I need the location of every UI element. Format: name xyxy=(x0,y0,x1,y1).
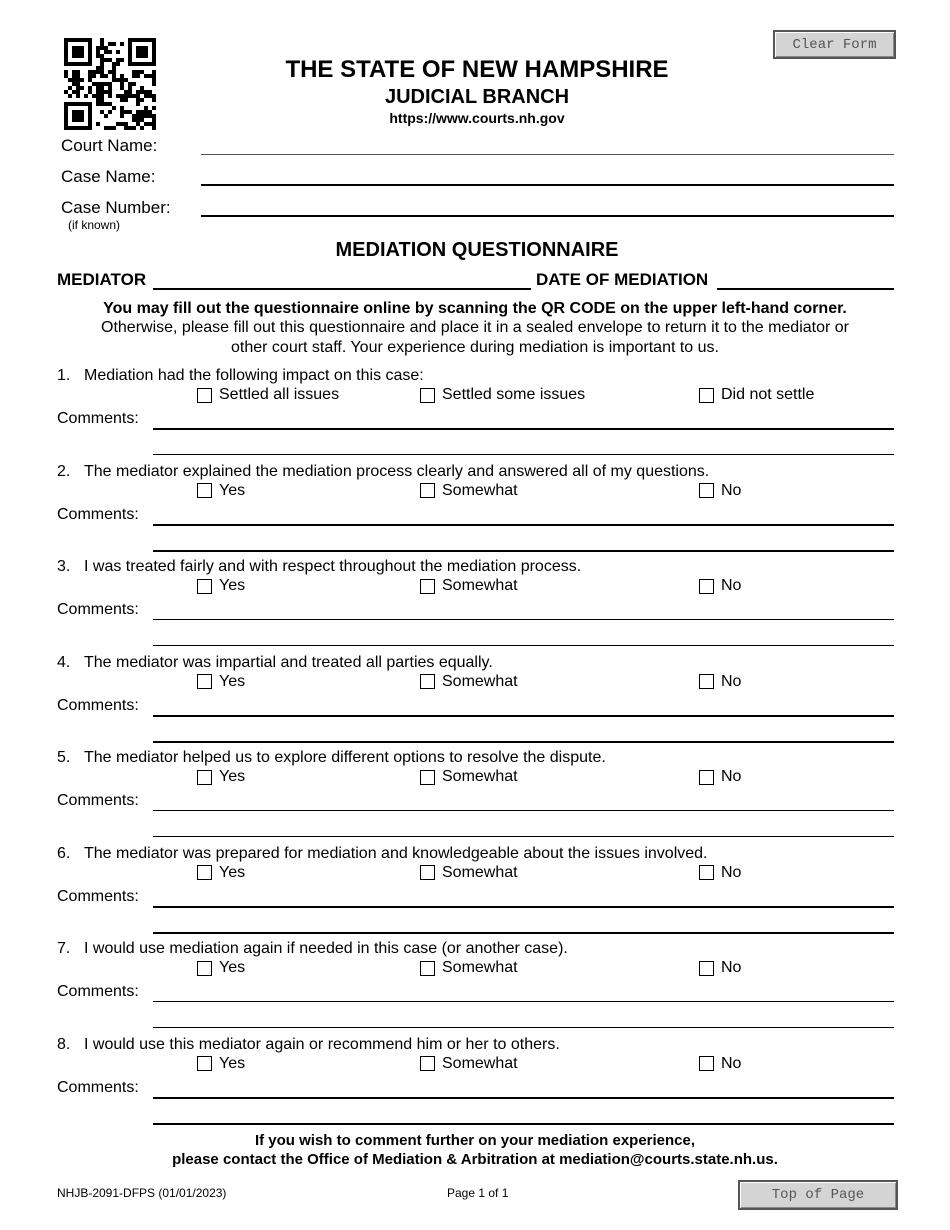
checkbox[interactable] xyxy=(699,1056,714,1071)
question-option[interactable] xyxy=(420,482,518,500)
option-label: Yes xyxy=(219,863,246,881)
option-label: Yes xyxy=(219,577,246,594)
question-label: The mediator was impartial and treated all parties equally. xyxy=(84,653,493,671)
intro-line-2: Otherwise, please fill out this questionnaire and place it in a sealed envelope to return it to the mediator or xyxy=(101,319,849,336)
question-option[interactable] xyxy=(197,1055,245,1073)
question-number: 6. xyxy=(57,844,71,862)
question-option[interactable] xyxy=(420,577,518,595)
checkbox[interactable] xyxy=(197,770,212,785)
comments-label: Comments: xyxy=(57,887,139,905)
question-option[interactable] xyxy=(699,673,741,691)
question-number: 1. xyxy=(57,367,71,384)
question-option[interactable] xyxy=(699,482,741,500)
question-number: 8. xyxy=(57,1035,71,1053)
option-label: No xyxy=(721,481,742,499)
checkbox[interactable] xyxy=(699,483,714,498)
checkbox[interactable] xyxy=(197,961,212,976)
comments-field-line-2[interactable] xyxy=(153,1123,894,1125)
checkbox[interactable] xyxy=(197,579,212,594)
checkbox[interactable] xyxy=(699,961,714,976)
question-text xyxy=(57,845,708,863)
question-label: The mediator explained the mediation process clearly and answered all of my questions. xyxy=(84,462,710,480)
option-label: Somewhat xyxy=(442,672,518,690)
mediator-label: MEDIATOR xyxy=(57,270,147,289)
question-text xyxy=(57,558,581,576)
question-option[interactable] xyxy=(420,386,585,404)
question-option[interactable] xyxy=(420,959,518,977)
comments-field[interactable] xyxy=(153,810,894,811)
checkbox[interactable] xyxy=(197,1056,212,1071)
question-label: The mediator helped us to explore different options to resolve the dispute. xyxy=(84,749,606,766)
option-label: No xyxy=(721,863,742,881)
option-label: No xyxy=(721,577,742,594)
question-option[interactable] xyxy=(699,386,814,404)
option-label: Yes xyxy=(219,959,246,976)
question-label: I would use mediation again if needed in this case (or another case). xyxy=(84,940,568,957)
qr-code-icon xyxy=(64,38,156,130)
option-label: Settled all issues xyxy=(219,386,340,403)
checkbox[interactable] xyxy=(420,674,435,689)
court-name-field[interactable] xyxy=(201,154,894,155)
checkbox[interactable] xyxy=(197,483,212,498)
option-label: Did not settle xyxy=(721,386,815,403)
option-label: Settled some issues xyxy=(442,386,586,403)
question-option[interactable] xyxy=(420,1055,518,1073)
date-of-mediation-label: DATE OF MEDIATION xyxy=(536,270,709,289)
comments-field[interactable] xyxy=(153,715,894,717)
question-option[interactable] xyxy=(197,959,245,977)
question-text xyxy=(57,654,493,672)
intro-line-3: other court staff. Your experience during mediation is important to us. xyxy=(231,339,719,356)
comments-label: Comments: xyxy=(57,1078,139,1096)
question-text xyxy=(57,749,606,767)
checkbox[interactable] xyxy=(197,388,212,403)
branch-heading: JUDICIAL BRANCH xyxy=(384,86,570,108)
checkbox[interactable] xyxy=(420,388,435,403)
option-label: Somewhat xyxy=(442,1054,518,1072)
question-number: 4. xyxy=(57,653,71,671)
option-label: No xyxy=(721,1054,742,1072)
comments-field[interactable] xyxy=(153,906,894,908)
court-url: https://www.courts.nh.gov xyxy=(389,110,565,126)
checkbox[interactable] xyxy=(197,674,212,689)
comments-field-line-2[interactable] xyxy=(153,645,894,646)
comments-label: Comments: xyxy=(57,792,139,809)
option-label: Yes xyxy=(219,1054,246,1072)
comments-label: Comments: xyxy=(57,983,139,1000)
footer-contact-line-1: If you wish to comment further on your mediation experience, xyxy=(254,1132,696,1149)
case-name-field[interactable] xyxy=(201,184,894,186)
question-number: 3. xyxy=(57,558,71,575)
question-option[interactable] xyxy=(699,1055,741,1073)
court-name-label: Court Name: xyxy=(61,136,158,155)
comments-field-line-2[interactable] xyxy=(153,1027,894,1028)
question-text xyxy=(57,367,424,385)
clear-form-button[interactable]: Clear Form xyxy=(773,30,896,59)
state-heading: THE STATE OF NEW HAMPSHIRE xyxy=(285,56,669,83)
question-label: I was treated fairly and with respect throughout the mediation process. xyxy=(84,558,582,575)
mediator-field[interactable] xyxy=(153,288,531,290)
option-label: No xyxy=(721,672,742,690)
question-option[interactable] xyxy=(197,673,245,691)
question-option[interactable] xyxy=(197,768,245,786)
option-label: Yes xyxy=(219,768,246,785)
question-label: Mediation had the following impact on this case: xyxy=(84,367,424,384)
comments-field[interactable] xyxy=(153,1097,894,1099)
comments-field-line-2[interactable] xyxy=(153,836,894,837)
question-option[interactable] xyxy=(420,864,518,882)
option-label: Somewhat xyxy=(442,959,518,976)
option-label: No xyxy=(721,768,742,785)
comments-field[interactable] xyxy=(153,428,894,430)
question-text xyxy=(57,940,568,958)
comments-field[interactable] xyxy=(153,619,894,620)
comments-label: Comments: xyxy=(57,696,139,714)
page-number: Page 1 of 1 xyxy=(447,1186,509,1200)
question-option[interactable] xyxy=(699,577,741,595)
comments-field-line-2[interactable] xyxy=(153,741,894,743)
case-name-label: Case Name: xyxy=(61,167,156,186)
checkbox[interactable] xyxy=(420,865,435,880)
checkbox[interactable] xyxy=(420,961,435,976)
case-number-field[interactable] xyxy=(201,215,894,217)
comments-field-line-2[interactable] xyxy=(153,550,894,552)
checkbox[interactable] xyxy=(420,579,435,594)
comments-label: Comments: xyxy=(57,505,139,523)
question-number: 5. xyxy=(57,749,71,766)
date-of-mediation-field[interactable] xyxy=(717,288,894,290)
comments-field[interactable] xyxy=(153,524,894,526)
option-label: Somewhat xyxy=(442,577,518,594)
question-option[interactable] xyxy=(197,482,245,500)
checkbox[interactable] xyxy=(699,865,714,880)
checkbox[interactable] xyxy=(699,579,714,594)
form-id: NHJB-2091-DFPS (01/01/2023) xyxy=(57,1186,227,1200)
comments-field[interactable] xyxy=(153,1001,894,1002)
option-label: Somewhat xyxy=(442,863,518,881)
intro-bold: You may fill out the questionnaire online by scanning the QR CODE on the upper left-hand corner. xyxy=(103,300,847,317)
checkbox[interactable] xyxy=(420,1056,435,1071)
question-option[interactable] xyxy=(197,577,245,595)
case-number-label: Case Number: xyxy=(61,198,171,217)
question-option[interactable] xyxy=(420,768,518,786)
comments-label: Comments: xyxy=(57,410,139,427)
question-label: I would use this mediator again or recommend him or her to others. xyxy=(84,1035,560,1053)
checkbox[interactable] xyxy=(699,388,714,403)
checkbox[interactable] xyxy=(197,865,212,880)
question-option[interactable] xyxy=(420,673,518,691)
checkbox[interactable] xyxy=(699,770,714,785)
comments-label: Comments: xyxy=(57,601,139,618)
question-text xyxy=(57,1036,560,1054)
question-label: The mediator was prepared for mediation and knowledgeable about the issues involved. xyxy=(84,844,708,862)
checkbox[interactable] xyxy=(420,770,435,785)
option-label: Somewhat xyxy=(442,481,518,499)
question-text xyxy=(57,463,709,481)
comments-field-line-2[interactable] xyxy=(153,932,894,934)
option-label: Somewhat xyxy=(442,768,518,785)
question-option[interactable] xyxy=(699,959,741,977)
footer-contact-line-2: please contact the Office of Mediation & Arbitration at mediation@courts.state.nh.us. xyxy=(172,1151,778,1168)
question-option[interactable] xyxy=(197,386,339,404)
question-option[interactable] xyxy=(197,864,245,882)
option-label: No xyxy=(721,959,742,976)
question-option[interactable] xyxy=(699,864,741,882)
question-number: 2. xyxy=(57,462,71,480)
top-of-page-button[interactable]: Top of Page xyxy=(738,1180,898,1210)
option-label: Yes xyxy=(219,672,246,690)
option-label: Yes xyxy=(219,481,246,499)
form-title: MEDIATION QUESTIONNAIRE xyxy=(335,239,619,261)
question-number: 7. xyxy=(57,940,71,957)
if-known-note: (if known) xyxy=(68,218,121,232)
checkbox[interactable] xyxy=(699,674,714,689)
question-option[interactable] xyxy=(699,768,741,786)
checkbox[interactable] xyxy=(420,483,435,498)
comments-field-line-2[interactable] xyxy=(153,454,894,455)
